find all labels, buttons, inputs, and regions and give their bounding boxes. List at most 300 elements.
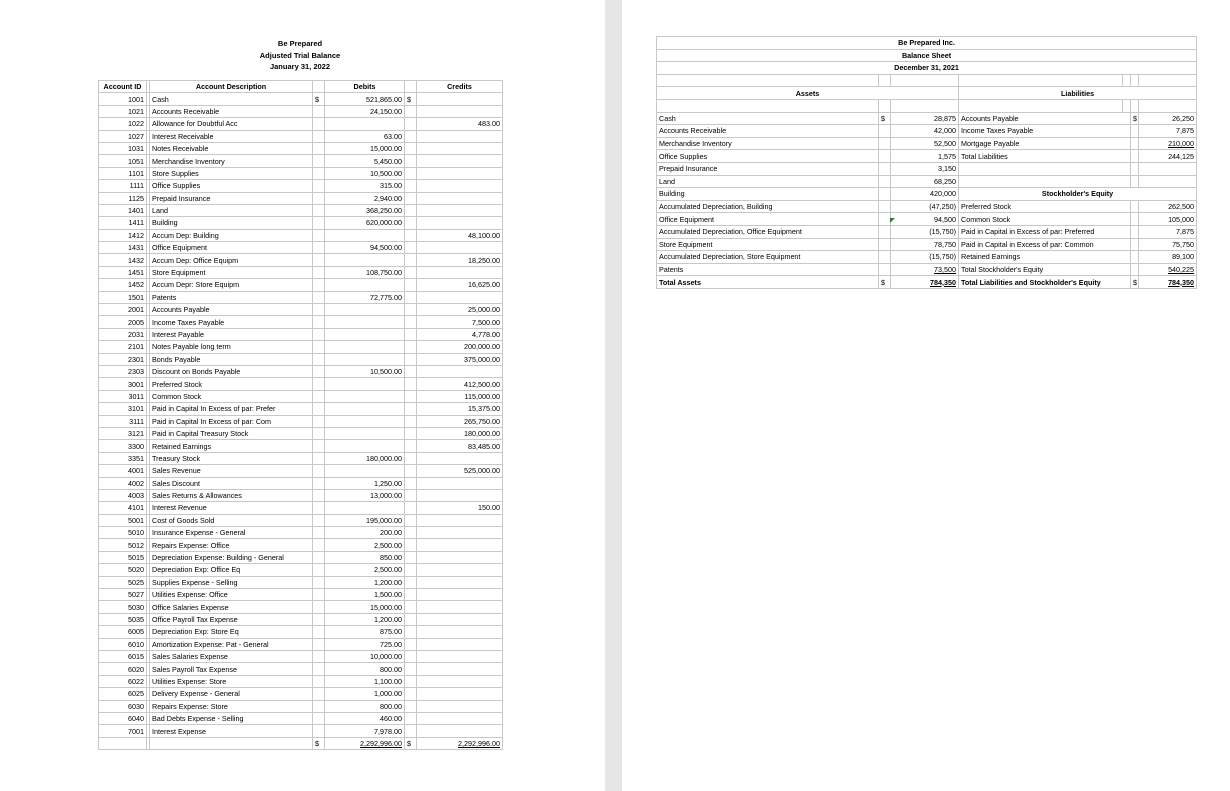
debit-currency-cell[interactable] <box>313 229 325 241</box>
debit-cell[interactable] <box>325 254 405 266</box>
asset-value-cell[interactable] <box>891 213 959 226</box>
account-id-cell[interactable]: 1411 <box>99 217 147 229</box>
account-id-cell[interactable]: 1051 <box>99 155 147 167</box>
account-id-cell[interactable]: 5027 <box>99 589 147 601</box>
credit-cell[interactable] <box>417 725 503 737</box>
asset-currency-cell[interactable] <box>879 251 891 264</box>
account-id-cell[interactable]: 5020 <box>99 564 147 576</box>
asset-label-cell[interactable]: Land <box>657 175 879 188</box>
account-id-cell[interactable]: 2303 <box>99 365 147 377</box>
account-id-cell[interactable]: 4101 <box>99 502 147 514</box>
liability-currency-cell[interactable]: $ <box>1131 112 1139 125</box>
asset-value-cell[interactable] <box>891 225 959 238</box>
account-id-cell[interactable]: 6020 <box>99 663 147 675</box>
debit-cell[interactable]: 180,000.00 <box>325 452 405 464</box>
credit-cell[interactable]: 265,750.00 <box>417 415 503 427</box>
credit-total-currency-cell[interactable]: $ <box>405 737 417 749</box>
credit-cell[interactable]: 25,000.00 <box>417 304 503 316</box>
credit-currency-cell[interactable] <box>405 675 417 687</box>
credit-cell[interactable] <box>417 613 503 625</box>
debit-cell[interactable]: 2,940.00 <box>325 192 405 204</box>
credit-cell[interactable] <box>417 180 503 192</box>
credit-cell[interactable]: 375,000.00 <box>417 353 503 365</box>
liability-value-cell[interactable] <box>1139 200 1197 213</box>
spacer-cell[interactable] <box>99 737 147 749</box>
liability-label-cell[interactable]: Common Stock <box>959 213 1131 226</box>
debit-cell[interactable]: 10,000.00 <box>325 650 405 662</box>
account-description-cell[interactable]: Sales Returns & Allowances <box>150 489 313 501</box>
debit-currency-cell[interactable] <box>313 539 325 551</box>
debit-currency-cell[interactable] <box>313 514 325 526</box>
debit-cell[interactable]: 1,200.00 <box>325 613 405 625</box>
debit-cell[interactable] <box>325 378 405 390</box>
account-description-cell[interactable]: Amortization Expense: Pat - General <box>150 638 313 650</box>
total-assets-label[interactable]: Total Assets <box>657 276 879 289</box>
account-description-cell[interactable]: Cost of Goods Sold <box>150 514 313 526</box>
asset-label-cell[interactable]: Accumulated Depreciation, Store Equipment <box>657 251 879 264</box>
asset-currency-cell[interactable] <box>879 188 891 201</box>
account-description-cell[interactable]: Prepaid Insurance <box>150 192 313 204</box>
debit-cell[interactable]: 521,865.00 <box>325 93 405 105</box>
asset-label-cell[interactable]: Cash <box>657 112 879 125</box>
account-id-cell[interactable]: 3121 <box>99 427 147 439</box>
credit-currency-cell[interactable] <box>405 477 417 489</box>
credit-cell[interactable]: 15,375.00 <box>417 403 503 415</box>
debit-cell[interactable] <box>325 353 405 365</box>
account-description-cell[interactable]: Repairs Expense: Office <box>150 539 313 551</box>
liability-value-cell[interactable] <box>1139 150 1197 163</box>
debit-cell[interactable]: 63.00 <box>325 130 405 142</box>
account-description-cell[interactable]: Interest Revenue <box>150 502 313 514</box>
credit-cell[interactable]: 180,000.00 <box>417 427 503 439</box>
credit-currency-cell[interactable] <box>405 316 417 328</box>
credit-currency-cell[interactable] <box>405 527 417 539</box>
account-description-cell[interactable]: Insurance Expense - General <box>150 527 313 539</box>
account-description-cell[interactable]: Bonds Payable <box>150 353 313 365</box>
account-id-cell[interactable]: 5001 <box>99 514 147 526</box>
credit-cell[interactable]: 483.00 <box>417 118 503 130</box>
debit-currency-cell[interactable] <box>313 378 325 390</box>
account-description-cell[interactable]: Income Taxes Payable <box>150 316 313 328</box>
liability-value-cell[interactable] <box>1139 162 1197 175</box>
credit-currency-cell[interactable] <box>405 353 417 365</box>
credit-currency-cell[interactable] <box>405 204 417 216</box>
account-id-cell[interactable]: 5010 <box>99 527 147 539</box>
credit-cell[interactable] <box>417 626 503 638</box>
asset-currency-cell[interactable] <box>879 225 891 238</box>
debit-cell[interactable] <box>325 316 405 328</box>
account-description-cell[interactable]: Merchandise Inventory <box>150 155 313 167</box>
credit-currency-cell[interactable] <box>405 105 417 117</box>
total-le-label[interactable]: Total Liabilities and Stockholder's Equity <box>959 276 1131 289</box>
account-description-cell[interactable]: Cash <box>150 93 313 105</box>
debit-cell[interactable]: 108,750.00 <box>325 266 405 278</box>
empty-cell[interactable] <box>891 74 959 87</box>
total-le-cell[interactable] <box>1139 276 1197 289</box>
account-description-cell[interactable]: Store Equipment <box>150 266 313 278</box>
debit-cell[interactable] <box>325 390 405 402</box>
credit-currency-cell[interactable] <box>405 452 417 464</box>
debit-cell[interactable] <box>325 304 405 316</box>
asset-value-cell[interactable] <box>891 200 959 213</box>
credits-header[interactable]: Credits <box>417 81 503 93</box>
debit-currency-cell[interactable] <box>313 353 325 365</box>
credit-cell[interactable] <box>417 601 503 613</box>
debit-cell[interactable]: 315.00 <box>325 180 405 192</box>
credit-currency-cell[interactable] <box>405 626 417 638</box>
liability-label-cell[interactable]: Preferred Stock <box>959 200 1131 213</box>
account-id-cell[interactable]: 6022 <box>99 675 147 687</box>
empty-cell[interactable] <box>1139 74 1197 87</box>
debit-cell[interactable] <box>325 229 405 241</box>
total-assets-currency-cell[interactable]: $ <box>879 276 891 289</box>
asset-value-cell[interactable] <box>891 112 959 125</box>
account-description-cell[interactable]: Land <box>150 204 313 216</box>
credit-cell[interactable] <box>417 192 503 204</box>
debit-cell[interactable] <box>325 118 405 130</box>
credit-currency-cell[interactable] <box>405 465 417 477</box>
credit-currency-cell[interactable] <box>405 279 417 291</box>
liability-value-cell[interactable] <box>1139 137 1197 150</box>
asset-value-cell[interactable] <box>891 263 959 276</box>
debit-cell[interactable]: 800.00 <box>325 700 405 712</box>
credit-cell[interactable] <box>417 638 503 650</box>
debit-cell[interactable]: 1,250.00 <box>325 477 405 489</box>
account-description-cell[interactable]: Utilities Expense: Store <box>150 675 313 687</box>
account-description-cell[interactable]: Bad Debts Expense - Selling <box>150 712 313 724</box>
account-description-cell[interactable]: Discount on Bonds Payable <box>150 365 313 377</box>
credit-cell[interactable] <box>417 564 503 576</box>
account-description-cell[interactable]: Interest Expense <box>150 725 313 737</box>
debit-currency-cell[interactable] <box>313 279 325 291</box>
account-description-cell[interactable]: Accounts Receivable <box>150 105 313 117</box>
asset-label-cell[interactable]: Accounts Receivable <box>657 125 879 138</box>
credit-cell[interactable] <box>417 489 503 501</box>
account-id-cell[interactable]: 6025 <box>99 688 147 700</box>
account-description-cell[interactable]: Depreciation Expense: Building - General <box>150 551 313 563</box>
account-id-cell[interactable]: 1111 <box>99 180 147 192</box>
debit-currency-cell[interactable] <box>313 576 325 588</box>
asset-label-cell[interactable]: Building <box>657 188 879 201</box>
account-description-cell[interactable]: Notes Payable long term <box>150 341 313 353</box>
asset-value-cell[interactable] <box>891 188 959 201</box>
credit-cell[interactable]: 16,625.00 <box>417 279 503 291</box>
account-id-cell[interactable]: 1021 <box>99 105 147 117</box>
credit-cell[interactable]: 200,000.00 <box>417 341 503 353</box>
asset-label-cell[interactable]: Office Supplies <box>657 150 879 163</box>
account-id-cell[interactable]: 1452 <box>99 279 147 291</box>
account-id-cell[interactable]: 5035 <box>99 613 147 625</box>
credit-cell[interactable] <box>417 712 503 724</box>
empty-cell[interactable] <box>657 99 879 112</box>
debit-currency-cell[interactable] <box>313 105 325 117</box>
credit-cell[interactable] <box>417 242 503 254</box>
account-description-cell[interactable]: Store Supplies <box>150 167 313 179</box>
empty-cell[interactable] <box>1139 99 1197 112</box>
debit-currency-cell[interactable]: $ <box>313 93 325 105</box>
bs-company[interactable]: Be Prepared Inc. <box>657 37 1197 50</box>
account-id-cell[interactable]: 7001 <box>99 725 147 737</box>
asset-value-cell[interactable] <box>891 238 959 251</box>
debit-cell[interactable]: 850.00 <box>325 551 405 563</box>
account-id-cell[interactable]: 3111 <box>99 415 147 427</box>
asset-label-cell[interactable]: Accumulated Depreciation, Building <box>657 200 879 213</box>
credit-currency-cell[interactable] <box>405 242 417 254</box>
credit-cell[interactable]: 7,500.00 <box>417 316 503 328</box>
debit-currency-cell[interactable] <box>313 254 325 266</box>
credit-total-cell[interactable] <box>417 737 503 749</box>
account-description-cell[interactable]: Utilities Expense: Office <box>150 589 313 601</box>
account-id-cell[interactable]: 1031 <box>99 142 147 154</box>
debit-cell[interactable]: 200.00 <box>325 527 405 539</box>
liability-label-cell[interactable]: Paid in Capital in Excess of par: Common <box>959 238 1131 251</box>
debit-currency-cell[interactable] <box>313 130 325 142</box>
asset-currency-cell[interactable] <box>879 238 891 251</box>
debit-currency-cell[interactable] <box>313 192 325 204</box>
debit-currency-cell[interactable] <box>313 650 325 662</box>
assets-header[interactable]: Assets <box>657 87 959 100</box>
credit-cell[interactable] <box>417 539 503 551</box>
debit-cell[interactable]: 10,500.00 <box>325 365 405 377</box>
account-id-cell[interactable]: 1501 <box>99 291 147 303</box>
asset-currency-cell[interactable]: $ <box>879 112 891 125</box>
debit-currency-cell[interactable] <box>313 291 325 303</box>
account-id-cell[interactable]: 6005 <box>99 626 147 638</box>
debit-total-cell[interactable] <box>325 737 405 749</box>
credit-currency-cell[interactable] <box>405 266 417 278</box>
credit-currency-cell[interactable] <box>405 427 417 439</box>
account-id-cell[interactable]: 1451 <box>99 266 147 278</box>
debit-cell[interactable]: 24,150.00 <box>325 105 405 117</box>
credit-currency-cell[interactable] <box>405 328 417 340</box>
liability-currency-cell[interactable] <box>1131 137 1139 150</box>
debit-cell[interactable]: 620,000.00 <box>325 217 405 229</box>
debits-header[interactable]: Debits <box>325 81 405 93</box>
account-description-cell[interactable]: Interest Receivable <box>150 130 313 142</box>
credit-currency-cell[interactable] <box>405 576 417 588</box>
account-id-cell[interactable]: 1412 <box>99 229 147 241</box>
credit-currency-cell[interactable] <box>405 254 417 266</box>
credit-currency-cell[interactable] <box>405 304 417 316</box>
account-description-cell[interactable]: Interest Payable <box>150 328 313 340</box>
credit-currency-cell[interactable] <box>405 155 417 167</box>
credit-cell[interactable] <box>417 514 503 526</box>
debit-cell[interactable] <box>325 427 405 439</box>
debit-cell[interactable]: 72,775.00 <box>325 291 405 303</box>
liability-currency-cell[interactable] <box>1131 150 1139 163</box>
debit-cell[interactable] <box>325 465 405 477</box>
debit-currency-cell[interactable] <box>313 725 325 737</box>
debit-currency-cell[interactable] <box>313 564 325 576</box>
bs-date[interactable]: December 31, 2021 <box>657 62 1197 75</box>
liability-value-cell[interactable] <box>1139 225 1197 238</box>
credit-cell[interactable] <box>417 365 503 377</box>
debit-currency-cell[interactable] <box>313 688 325 700</box>
total-assets-cell[interactable] <box>891 276 959 289</box>
debit-currency-cell[interactable] <box>313 675 325 687</box>
liability-label-cell[interactable]: Income Taxes Payable <box>959 125 1131 138</box>
debit-currency-cell[interactable] <box>313 304 325 316</box>
credit-cell[interactable] <box>417 477 503 489</box>
account-description-cell[interactable]: Supplies Expense - Selling <box>150 576 313 588</box>
asset-label-cell[interactable]: Accumulated Depreciation, Office Equipment <box>657 225 879 238</box>
liability-label-cell[interactable]: Retained Earnings <box>959 251 1131 264</box>
credit-currency-cell[interactable] <box>405 700 417 712</box>
account-description-cell[interactable]: Office Salaries Expense <box>150 601 313 613</box>
debit-currency-cell[interactable] <box>313 328 325 340</box>
credit-cell[interactable] <box>417 167 503 179</box>
debit-currency-cell[interactable] <box>313 613 325 625</box>
debit-currency-cell[interactable] <box>313 502 325 514</box>
credit-cell[interactable] <box>417 155 503 167</box>
debit-cell[interactable]: 1,100.00 <box>325 675 405 687</box>
liability-value-cell[interactable] <box>1139 238 1197 251</box>
credit-cell[interactable] <box>417 551 503 563</box>
credit-currency-cell[interactable] <box>405 663 417 675</box>
liability-value-cell[interactable] <box>1139 251 1197 264</box>
liability-label-cell[interactable]: Total Liabilities <box>959 150 1131 163</box>
stockholders-equity-header[interactable]: Stockholder's Equity <box>959 188 1197 201</box>
account-id-cell[interactable]: 1401 <box>99 204 147 216</box>
credit-currency-cell[interactable] <box>405 167 417 179</box>
debit-currency-cell[interactable] <box>313 527 325 539</box>
debit-currency-cell[interactable] <box>313 266 325 278</box>
debit-cell[interactable] <box>325 440 405 452</box>
liability-label-cell[interactable]: Total Stockholder's Equity <box>959 263 1131 276</box>
liability-currency-cell[interactable] <box>1131 225 1139 238</box>
debit-currency-cell[interactable] <box>313 118 325 130</box>
spacer-cell[interactable] <box>405 81 417 93</box>
debit-cell[interactable]: 13,000.00 <box>325 489 405 501</box>
credit-currency-cell[interactable] <box>405 564 417 576</box>
account-description-cell[interactable]: Notes Receivable <box>150 142 313 154</box>
credit-cell[interactable]: 115,000.00 <box>417 390 503 402</box>
account-description-cell[interactable]: Sales Revenue <box>150 465 313 477</box>
credit-currency-cell[interactable] <box>405 118 417 130</box>
account-id-cell[interactable]: 2301 <box>99 353 147 365</box>
liability-currency-cell[interactable] <box>1131 263 1139 276</box>
account-id-cell[interactable]: 1001 <box>99 93 147 105</box>
debit-currency-cell[interactable] <box>313 601 325 613</box>
asset-currency-cell[interactable] <box>879 200 891 213</box>
debit-currency-cell[interactable] <box>313 700 325 712</box>
account-description-cell[interactable]: Accum Dep: Office Equipm <box>150 254 313 266</box>
debit-cell[interactable]: 5,450.00 <box>325 155 405 167</box>
liability-value-cell[interactable] <box>1139 175 1197 188</box>
debit-currency-cell[interactable] <box>313 452 325 464</box>
asset-value-cell[interactable] <box>891 137 959 150</box>
credit-currency-cell[interactable] <box>405 502 417 514</box>
credit-currency-cell[interactable] <box>405 403 417 415</box>
credit-currency-cell[interactable] <box>405 688 417 700</box>
asset-label-cell[interactable]: Office Equipment <box>657 213 879 226</box>
credit-cell[interactable] <box>417 688 503 700</box>
account-id-cell[interactable]: 2005 <box>99 316 147 328</box>
credit-cell[interactable] <box>417 130 503 142</box>
account-id-cell[interactable]: 4001 <box>99 465 147 477</box>
account-description-cell[interactable]: Delivery Expense - General <box>150 688 313 700</box>
account-id-cell[interactable]: 5015 <box>99 551 147 563</box>
debit-cell[interactable] <box>325 279 405 291</box>
debit-cell[interactable]: 1,500.00 <box>325 589 405 601</box>
account-id-cell[interactable]: 5012 <box>99 539 147 551</box>
account-description-cell[interactable]: Office Equipment <box>150 242 313 254</box>
credit-currency-cell[interactable] <box>405 217 417 229</box>
credit-currency-cell[interactable] <box>405 589 417 601</box>
debit-currency-cell[interactable] <box>313 663 325 675</box>
account-description-cell[interactable]: Office Payroll Tax Expense <box>150 613 313 625</box>
credit-currency-cell[interactable]: $ <box>405 93 417 105</box>
account-description-cell[interactable]: Sales Discount <box>150 477 313 489</box>
asset-label-cell[interactable]: Store Equipment <box>657 238 879 251</box>
credit-cell[interactable] <box>417 105 503 117</box>
credit-currency-cell[interactable] <box>405 725 417 737</box>
debit-cell[interactable]: 460.00 <box>325 712 405 724</box>
debit-cell[interactable]: 7,978.00 <box>325 725 405 737</box>
debit-cell[interactable] <box>325 502 405 514</box>
liability-currency-cell[interactable] <box>1131 125 1139 138</box>
debit-cell[interactable]: 875.00 <box>325 626 405 638</box>
liability-label-cell[interactable]: Paid in Capital in Excess of par: Preferred <box>959 225 1131 238</box>
empty-cell[interactable] <box>657 74 879 87</box>
account-id-cell[interactable]: 4002 <box>99 477 147 489</box>
account-description-cell[interactable]: Depreciation Exp: Office Eq <box>150 564 313 576</box>
account-id-cell[interactable]: 1431 <box>99 242 147 254</box>
credit-cell[interactable]: 150.00 <box>417 502 503 514</box>
empty-cell[interactable] <box>1123 74 1131 87</box>
empty-cell[interactable] <box>959 74 1123 87</box>
liability-label-cell[interactable]: Mortgage Payable <box>959 137 1131 150</box>
credit-currency-cell[interactable] <box>405 142 417 154</box>
debit-cell[interactable]: 2,500.00 <box>325 539 405 551</box>
spacer-cell[interactable] <box>313 81 325 93</box>
debit-cell[interactable]: 2,500.00 <box>325 564 405 576</box>
asset-label-cell[interactable]: Patents <box>657 263 879 276</box>
debit-cell[interactable]: 94,500.00 <box>325 242 405 254</box>
debit-cell[interactable] <box>325 403 405 415</box>
debit-currency-cell[interactable] <box>313 712 325 724</box>
credit-cell[interactable] <box>417 576 503 588</box>
debit-currency-cell[interactable] <box>313 440 325 452</box>
asset-value-cell[interactable] <box>891 125 959 138</box>
account-id-cell[interactable]: 3300 <box>99 440 147 452</box>
account-id-cell[interactable]: 6010 <box>99 638 147 650</box>
debit-cell[interactable]: 15,000.00 <box>325 601 405 613</box>
debit-cell[interactable] <box>325 341 405 353</box>
asset-currency-cell[interactable] <box>879 125 891 138</box>
account-id-cell[interactable]: 2101 <box>99 341 147 353</box>
account-id-cell[interactable]: 3101 <box>99 403 147 415</box>
credit-currency-cell[interactable] <box>405 638 417 650</box>
account-description-cell[interactable]: Treasury Stock <box>150 452 313 464</box>
debit-currency-cell[interactable] <box>313 589 325 601</box>
debit-currency-cell[interactable] <box>313 465 325 477</box>
liability-label-cell[interactable] <box>959 175 1131 188</box>
credit-currency-cell[interactable] <box>405 229 417 241</box>
debit-currency-cell[interactable] <box>313 365 325 377</box>
credit-cell[interactable] <box>417 93 503 105</box>
debit-total-currency-cell[interactable]: $ <box>313 737 325 749</box>
account-id-cell[interactable]: 4003 <box>99 489 147 501</box>
credit-cell[interactable] <box>417 589 503 601</box>
account-id-header[interactable]: Account ID <box>99 81 147 93</box>
credit-currency-cell[interactable] <box>405 291 417 303</box>
account-id-cell[interactable]: 6040 <box>99 712 147 724</box>
account-id-cell[interactable]: 5030 <box>99 601 147 613</box>
credit-cell[interactable] <box>417 650 503 662</box>
debit-currency-cell[interactable] <box>313 167 325 179</box>
liabilities-header[interactable]: Liabilities <box>959 87 1197 100</box>
